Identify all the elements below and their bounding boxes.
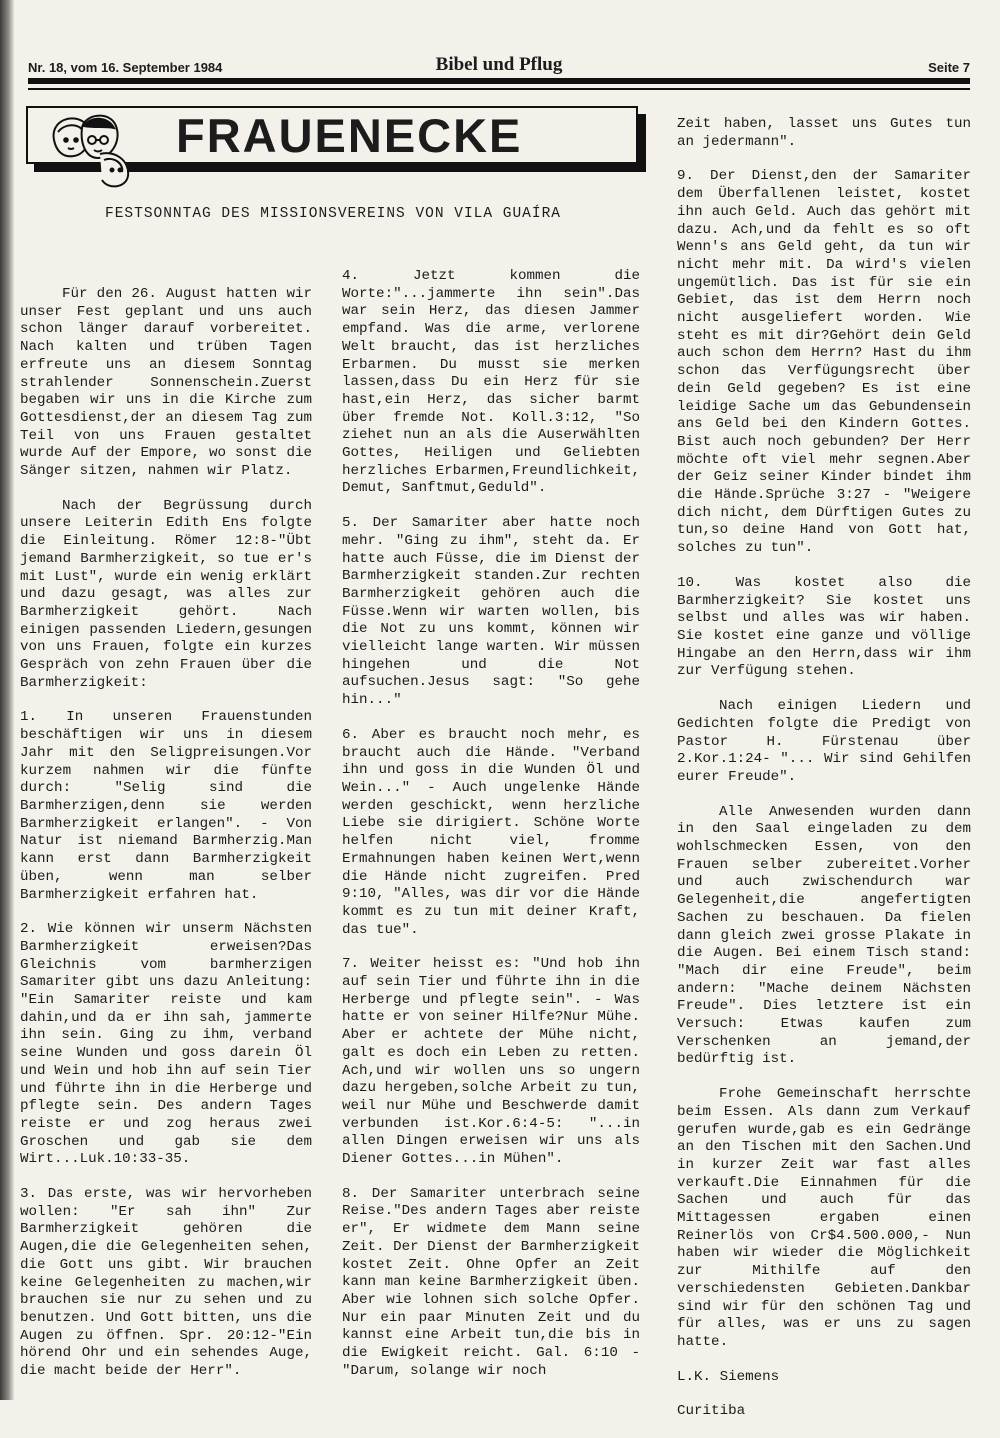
page-number: Seite 7 — [928, 60, 970, 75]
paragraph: Nach einigen Liedern und Gedichten folgte die Predigt von Pastor H. Fürstenau über 2.Kor.1:24- "... Wir sind Gehilfen eurer Freude". — [677, 698, 971, 785]
paragraph: Zeit haben, lasset uns Gutes tun an jedermann". — [677, 116, 971, 150]
paragraph: Nach der Begrüssung durch unsere Leiterin Edith Ens folgte die Einleitung. Römer 12:8-"Übt jemand Barmherzigkeit, so tue er's mit Lust", wurde ein wenig erklärt und dazu gesagt, was alles zur Barmherzigkeit gehört. Nach einigen passenden Liedern,gesungen von uns Frauen, folgte ein kurzes Gespräch von zehn Frauen über die Barmherzigkeit: — [20, 497, 312, 691]
author-place: Curitiba — [677, 1403, 746, 1420]
header-rule-thick — [28, 78, 970, 84]
women-faces-drawing — [44, 110, 164, 192]
page-header — [28, 54, 970, 76]
paragraph: 1. In unseren Frauenstunden beschäftigen wir uns in diesem Jahr mit den Seligpreisungen.Vor kurzem nahmen wir die fünfte durch: "Selig sind die Barmherzigen,denn sie werden Barmherzigkeit erlangen". - Von Natur ist niemand Barmherzig.Man kann erst dann Barmherzigkeit üben, wenn man selber Barmherzigkeit erfahren hat. — [20, 709, 312, 903]
paragraph: Für den 26. August hatten wir unser Fest geplant und uns auch schon länger darauf vorbereitet. Nach kalten und trüben Tagen erfreute uns an diesem Sonntag strahlender Sonnenschein.Zuerst begaben wir uns in die Kirche zum Gottesdienst,der an diesem Tag zum Teil von uns Frauen gestaltet wurde Auf der Empore, wo sonst die Sänger sitzen, nahmen wir Platz. — [20, 286, 312, 480]
header-rule-thin — [28, 88, 970, 90]
article-headline: FESTSONNTAG DES MISSIONSVEREINS VON VILA GUAÍRA — [105, 206, 561, 222]
article-column-2 — [342, 268, 640, 1397]
paragraph: 9. Der Dienst,den der Samariter dem Überfallenen leistet, kostet ihn auch Geld. Auch das gehört mit dazu. Ach,und da fehlt es so oft Wenn's ans Geld geht, da tun wir nicht mehr mit. Da wird's vielen ungemütlich. Das ist für sie ein Gebiet, das ist dem Herrn noch nicht ausgeliefert worden. Wie steht es mit dir?Gehört dein Geld auch schon dem Herrn? Hast du ihm schon das Verfügungsrecht über dein Geld gegeben? Es ist eine leidige Sache um das Gebundensein ans Geld bei den Kindern Gottes. Bist auch noch gebunden? Der Herr möchte oft viel mehr segnen.Aber der Geiz seiner Kinder bindet ihm die Hände.Sprüche 3:27 - "Weigere dich nicht, dem Dürftigen Gutes zu tun,so deine Hand von Gott hat, solches zu tun". — [677, 168, 971, 557]
paragraph: 6. Aber es braucht noch mehr, es braucht auch die Hände. "Verband ihn und goss in die Wunden Öl und Wein..." - Auch ungelenke Hände werden geschickt, wenn herzliche Liebe sie dirigiert. Schöne Worte helfen nicht viel, fromme Ermahnungen haben keinen Wert,wenn die Hände nicht zugreifen. Pred 9:10, "Alles, was dir vor die Hände kommt es zu tun mit deiner Kraft, das tue". — [342, 726, 640, 938]
paragraph: 2. Wie können wir unserm Nächsten Barmherzigkeit erweisen?Das Gleichnis vom barmherzigen Samariter gibt uns dazu Anleitung: "Ein Samariter reiste und kam dahin,und da er ihn sah, jammerte ihn sein. Ging zu ihm, verband seine Wunden und goss darein Öl und Wein und hob ihn auf sein Tier und führte ihn in die Herberge und pflegte sein. Des andern Tages reiste er und zog heraus zwei Groschen und gab sie dem Wirt...Luk.10:33-35. — [20, 921, 312, 1168]
paragraph: 4. Jetzt kommen die Worte:"...jammerte ihn sein".Das war sein Herz, das diesen Jammer empfand. Was die arme, verlorene Welt braucht, das ist herzliches Erbarmen. Du musst sie merken lassen,dass Du ein Herz für sie hast,ein Herz, das sicher barmt über fremde Not. Koll.3:12, "So ziehet nun an als die Auserwählten Gottes, Heiligen und Geliebten herzliches Erbarmen,Freundlichkeit, Demut, Sanftmut,Geduld". — [342, 268, 640, 497]
paragraph: 10. Was kostet also die Barmherzigkeit? Sie kostet uns selbst und alles was wir haben. Sie kostet eine ganze und völlige Hingabe an den Herrn,dass wir ihm zur Verfügung stehen. — [677, 574, 971, 680]
section-title: FRAUENECKE — [176, 109, 523, 162]
paragraph: Frohe Gemeinschaft herrschte beim Essen. Als dann zum Verkauf gerufen wurde,gab es ein Gedränge an den Tischen mit den Sachen.Und in kurzer Zeit war fast alles verkauft.Die Einnahmen für die Sachen und auch für das Mittagessen ergaben einen Reinerlös von Cr$4.500.000,- Nun haben wir wieder die Möglichkeit zur Mithilfe auf den verschiedensten Gebieten.Dankbar sind wir für den schönen Tag und für alles, was er uns zu sagen hatte. — [677, 1086, 971, 1350]
paragraph: 5. Der Samariter aber hatte noch mehr. "Ging zu ihm", steht da. Er hatte auch Füsse, die im Dienst der Barmherzigkeit standen.Zur rechten Barmherzigkeit gehören auch die Füsse.Wenn wir warten wollen, bis die Not zu uns kommt, können wir vielleicht lange warten. Wir müssen hingehen und die Not aufsuchen.Jesus sagt: "So gehe hin..." — [342, 515, 640, 709]
paragraph: 8. Der Samariter unterbrach seine Reise."Des andern Tages aber reiste er", Er widmete dem Mann seine Zeit. Der Dienst der Barmherzigkeit kostet Zeit. Ohne Opfer an Zeit kann man keine Barmherzigkeit üben. Aber wie lohnen sich solche Opfer. Nur ein paar Minuten Zeit und du kannst eine Arbeit tun,die bis in die Ewigkeit reicht. Gal. 6:10 - "Darum, solange wir noch — [342, 1185, 640, 1379]
newspaper-name: Bibel und Pflug — [435, 54, 563, 75]
author-name: L.K. Siemens — [677, 1368, 780, 1385]
paragraph: Alle Anwesenden wurden dann in den Saal eingeladen zu dem wohlschmecken Essen, von den Frauen selber zubereitet.Vorher und auch zwischendurch war Gelegenheit,die angefertigten Sachen zu beschauen. Da fielen dann gleich zwei grosse Plakate in die Augen. Bei einem Tisch stand: "Mach dir eine Freude", beim andern: "Mache deinem Nächsten Freude". Dies letztere ist ein Versuch: Etwas kaufen zum Verschenken an jemand,der bedürftig ist. — [677, 803, 971, 1068]
article-column-1 — [20, 286, 312, 1398]
article-column-3 — [677, 116, 971, 1438]
issue-info: Nr. 18, vom 16. September 1984 — [28, 60, 223, 75]
paragraph: 3. Das erste, was wir hervorheben wollen: "Er sah ihn" Zur Barmherzigkeit gehören die Augen,die die Gelegenheiten sehen, die Gott uns gibt. Wir brauchen keine Gelegenheiten zu machen,wir brauchen sie nur zu sehen und zu benutzen. Und Gott bitten, uns die Augen zu öffnen. Spr. 20:12-"Ein hörend Ohr und ein sehendes Auge, die macht beide der Herr". — [20, 1186, 312, 1380]
paragraph: 7. Weiter heisst es: "Und hob ihn auf sein Tier und führte ihn in die Herberge und pflegte sein". - Was hatte er von seiner Hilfe?Nur Mühe. Aber er achtete der Mühe nicht, galt es doch ein Leben zu retten. Ach,und wir wollen uns so ungern dazu hergeben,solche Arbeit zu tun, weil nur Mühe und Beschwerde damit verbunden ist.Kor.6:4-5: "...in allen Dingen erweisen wir uns als Diener Gottes...in Mühen". — [342, 956, 640, 1168]
